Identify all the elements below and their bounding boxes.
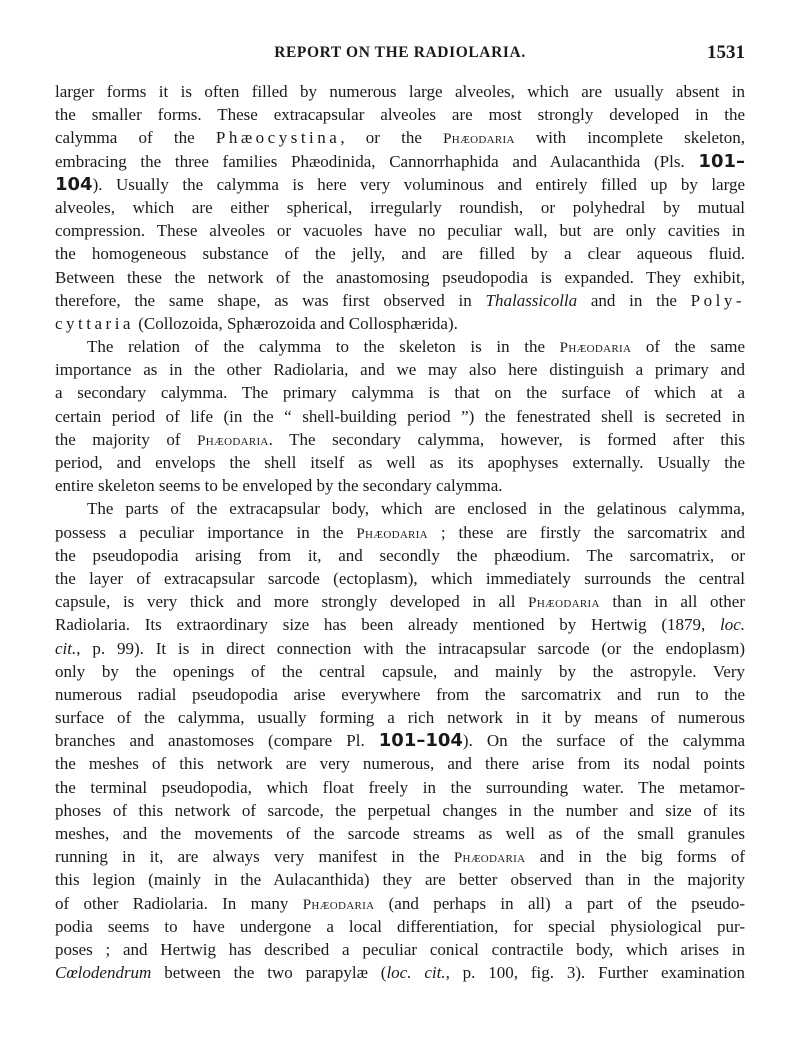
text-line <box>55 938 745 961</box>
text-line <box>55 266 745 289</box>
text-segment: Phæocystina <box>215 128 341 148</box>
text-line <box>55 590 745 613</box>
text-segment: phoses of this network of sarcode, the perpetual changes in the number and size of its <box>55 800 745 820</box>
text-segment: ). On the surface of the calymma <box>462 731 745 751</box>
text-segment: Between these the network of the anastomosing pseudopodia is expanded. They exhibit, <box>55 267 745 287</box>
text-segment: than in all other <box>599 592 745 612</box>
text-segment: loc. <box>719 615 745 635</box>
text-segment: Phæodaria <box>528 595 600 612</box>
text-segment: (Collozoida, Sphærozoida and Collosphærida). <box>133 313 458 333</box>
text-line <box>55 799 745 822</box>
text-segment: and in the <box>577 290 691 310</box>
text-segment: Phæodaria <box>559 340 632 357</box>
text-segment: Poly- <box>690 290 745 310</box>
text-line <box>55 706 745 729</box>
text-segment: branches and anastomoses (compare Pl. <box>55 731 379 751</box>
text-segment: of other Radiolaria. In many <box>55 893 303 913</box>
text-segment: Cœlodendrum <box>55 963 152 983</box>
text-line <box>55 428 745 451</box>
text-segment: Phæodaria <box>356 525 428 542</box>
text-segment: certain period of life (in the “ shell-building period ”) the fenestrated shell is secreted in <box>55 406 745 426</box>
text-segment: entire skeleton seems to be enveloped by the secondary calymma. <box>55 476 503 496</box>
text-segment: alveoles, which are either spherical, irregularly roundish, or polyhedral by mutual <box>55 197 745 217</box>
text-segment: the pseudopodia arising from it, and secondly the phæodium. The sarcomatrix, or <box>55 545 745 565</box>
text-line <box>55 289 745 312</box>
text-segment: , p. 99). It is in direct connection with the intracapsular sarcode (or the endoplasm) <box>76 638 745 658</box>
text-segment: Phæodaria <box>197 432 269 449</box>
text-segment: (and perhaps in all) a part of the pseudo- <box>374 893 745 913</box>
text-segment: therefore, the same shape, as was first observed in <box>55 290 486 310</box>
text-line <box>55 521 745 544</box>
text-line <box>55 660 745 683</box>
text-segment: podia seems to have undergone a local differentiation, for special physiological pur- <box>55 916 745 936</box>
text-line <box>55 242 745 265</box>
text-line <box>55 729 745 752</box>
text-line <box>55 103 745 126</box>
text-segment: the majority of <box>55 429 198 449</box>
text-segment: numerous radial pseudopodia arise everywhere from the sarcomatrix and run to the <box>55 684 745 704</box>
text-segment: of the same <box>631 337 745 357</box>
text-segment: between the two parapylæ ( <box>151 963 387 983</box>
text-segment: embracing the three families Phæodinida, Cannorrhaphida and Aulacanthida (Pls. <box>55 151 699 171</box>
text-line <box>55 312 745 335</box>
page-header <box>55 44 745 70</box>
text-segment: ). Usually the calymma is here very voluminous and entirely filled up by large <box>92 174 745 194</box>
text-segment: cit. <box>55 638 77 658</box>
text-segment: surface of the calymma, usually forming a rich network in it by means of numerous <box>55 708 745 728</box>
text-line <box>55 335 745 358</box>
text-line <box>55 776 745 799</box>
text-line <box>55 868 745 891</box>
page-number: 1531 <box>707 42 745 63</box>
text-line <box>55 845 745 868</box>
text-segment: loc. cit. <box>386 963 446 983</box>
text-line <box>55 381 745 404</box>
text-segment: running in it, are always very manifest in the <box>55 847 454 867</box>
text-line <box>55 544 745 567</box>
text-line <box>55 752 745 775</box>
text-line <box>55 822 745 845</box>
text-segment: 101–104 <box>378 730 463 752</box>
text-segment: meshes, and the movements of the sarcode streams as well as of the small granules <box>55 824 745 843</box>
text-line <box>55 150 745 173</box>
text-line <box>55 683 745 706</box>
text-segment: the smaller forms. These extracapsular alveoles are most strongly developed in the <box>55 105 745 125</box>
text-segment: the terminal pseudopodia, which float freely in the surrounding water. The metamor- <box>55 777 745 797</box>
text-segment: poses ; and Hertwig has described a peculiar conical contractile body, which arises in <box>55 939 745 959</box>
text-segment: this legion (mainly in the Aulacanthida) they are better observed than in the majority <box>55 870 745 890</box>
text-line <box>55 451 745 474</box>
text-line <box>55 80 745 103</box>
text-segment: larger forms it is often filled by numerous large alveoles, which are usually absent in <box>55 82 745 101</box>
text-segment: the homogeneous substance of the jelly, and are filled by a clear aqueous fluid. <box>55 244 745 264</box>
text-line <box>55 405 745 428</box>
text-segment: , or the <box>340 128 444 148</box>
text-line <box>55 567 745 590</box>
text-segment: 101– <box>698 150 745 172</box>
text-line <box>55 474 745 497</box>
text-line <box>55 497 745 520</box>
text-segment: possess a peculiar importance in the <box>55 522 357 542</box>
text-line <box>55 961 745 984</box>
text-segment: , p. 100, fig. 3). Further examination <box>445 963 745 983</box>
text-line <box>55 892 745 915</box>
text-segment: a secondary calymma. The primary calymma is that on the surface of which at a <box>55 383 745 403</box>
text-segment: cyttaria <box>55 313 134 333</box>
text-segment: Phæodaria <box>453 850 526 867</box>
text-line <box>55 196 745 219</box>
text-line <box>55 126 745 149</box>
text-segment: importance as in the other Radiolaria, and we may also here distinguish a primary and <box>55 360 745 380</box>
text-segment: Thalassicolla <box>485 290 578 310</box>
text-segment: Radiolaria. Its extraordinary size has been already mentioned by Hertwig (1879, <box>55 615 720 635</box>
text-segment: with incomplete skeleton, <box>514 128 745 148</box>
text-segment: period, and envelops the shell itself as well as its apophyses externally. Usually the <box>55 453 745 472</box>
text-segment: Phæodaria <box>302 896 375 913</box>
text-segment: Phæodaria <box>443 131 515 148</box>
text-line <box>55 637 745 660</box>
text-segment: only by the openings of the central capsule, and mainly by the astropyle. Very <box>55 661 745 681</box>
text-line <box>55 173 745 196</box>
text-segment: calymma of the <box>55 128 216 148</box>
text-line <box>55 358 745 381</box>
text-segment: the meshes of this network are very numerous, and there arise from its nodal points <box>55 754 745 774</box>
text-line <box>55 915 745 938</box>
text-segment: The relation of the calymma to the skeleton is in the <box>87 337 560 357</box>
text-segment: compression. These alveoles or vacuoles have no peculiar wall, but are only cavities in <box>55 221 745 241</box>
text-segment: ; these are firstly the sarcomatrix and <box>427 522 745 542</box>
running-title: REPORT ON THE RADIOLARIA. <box>274 44 526 61</box>
text-segment: the layer of extracapsular sarcode (ectoplasm), which immediately surrounds the central <box>55 568 745 588</box>
text-line <box>55 613 745 636</box>
text-segment: 104 <box>55 173 93 195</box>
text-line <box>55 219 745 242</box>
text-segment: . The secondary calymma, however, is formed after this <box>268 429 745 449</box>
body-text <box>55 80 745 984</box>
text-segment: The parts of the extracapsular body, which are enclosed in the gelatinous calymma, <box>87 499 745 519</box>
text-segment: capsule, is very thick and more strongly developed in all <box>55 592 529 612</box>
text-segment: and in the big forms of <box>525 847 745 867</box>
